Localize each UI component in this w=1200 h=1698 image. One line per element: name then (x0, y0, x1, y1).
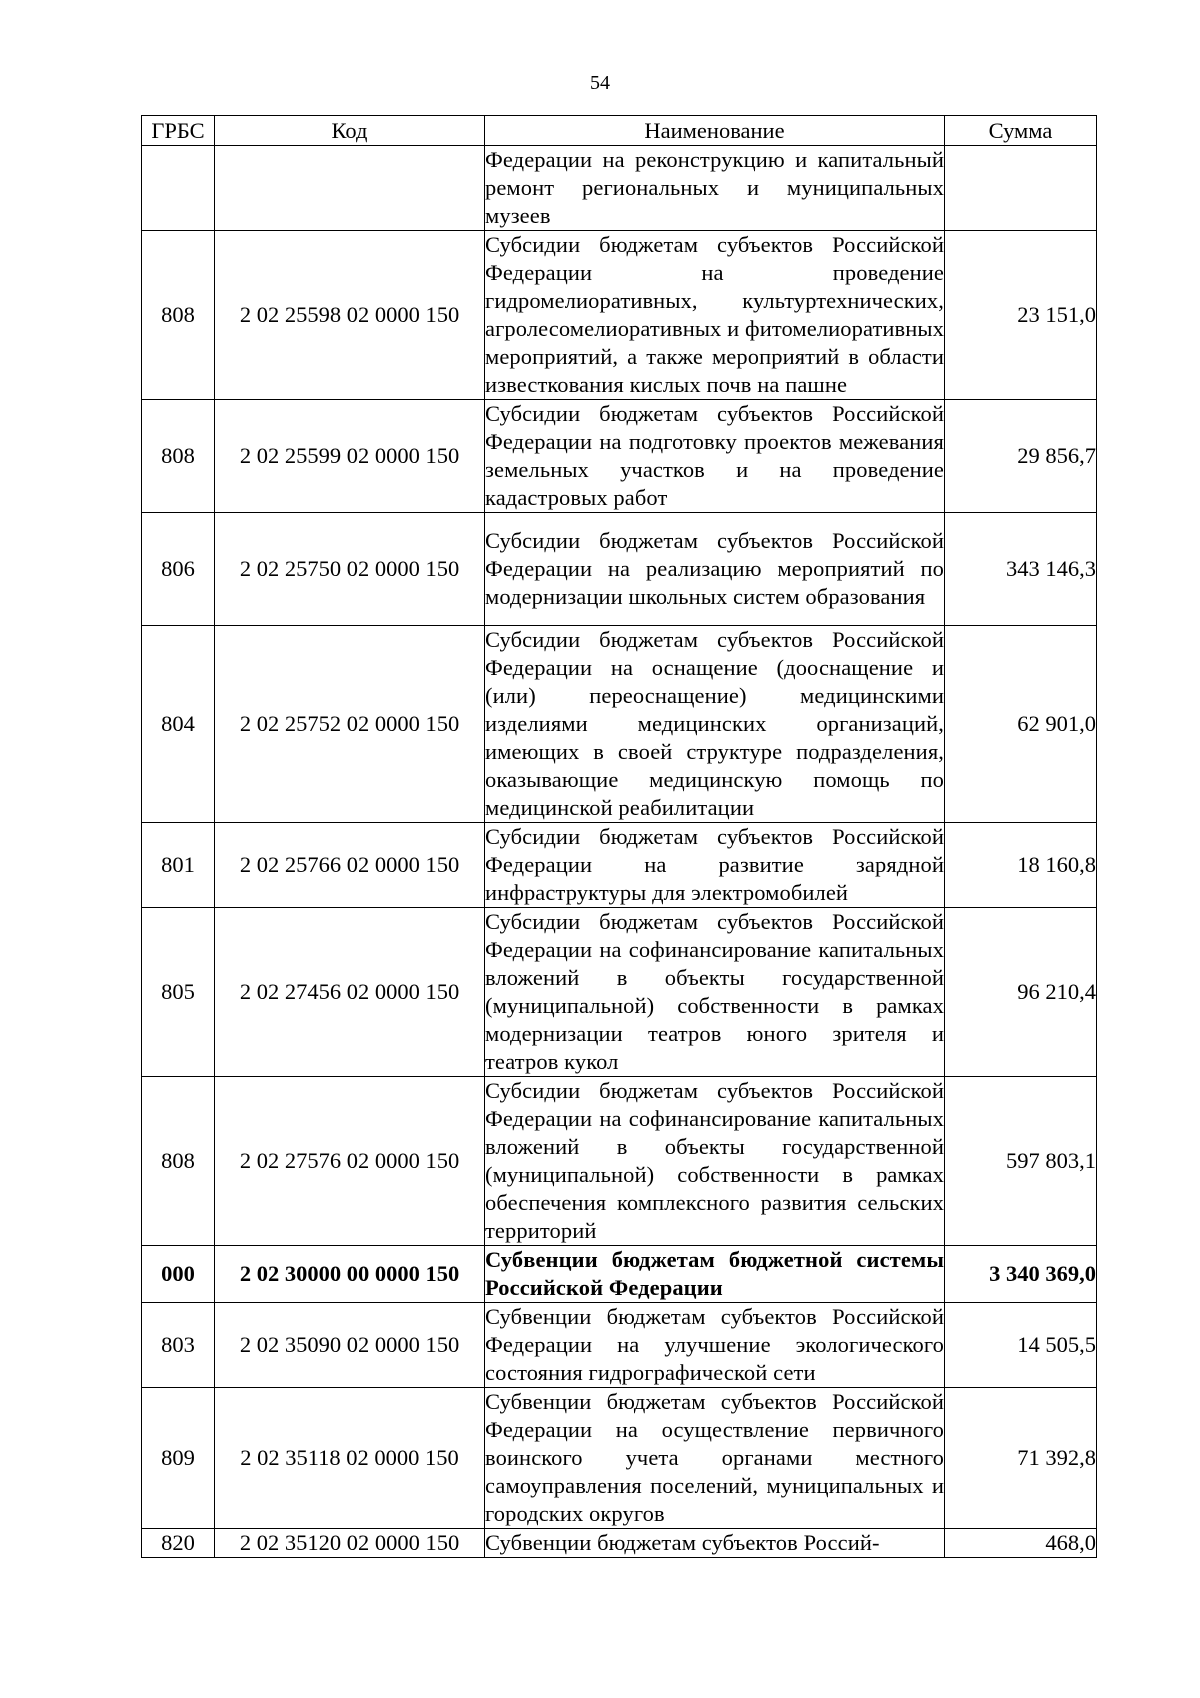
code-cell: 2 02 25750 02 0000 150 (215, 513, 485, 626)
header-name: Наименование (485, 116, 945, 146)
name-cell: Субсидии бюджетам субъектов Российской Федерации на софинансирование капитальных вложений в объекты государственной (муниципальной) собственности в рамках обеспечения комплексного развития сельских территорий (485, 1077, 945, 1246)
grbs-cell: 803 (142, 1303, 215, 1388)
code-cell (215, 146, 485, 231)
sum-cell: 18 160,8 (945, 823, 1097, 908)
table-row (142, 231, 1097, 400)
table-row (142, 400, 1097, 513)
name-cell: Субвенции бюджетам субъектов Российской Федерации на улучшение экологического состояния гидрографической сети (485, 1303, 945, 1388)
name-cell: Федерации на реконструкцию и капитальный ремонт региональных и муниципальных музеев (485, 146, 945, 231)
budget-revenue-table (141, 115, 1097, 1558)
grbs-cell: 801 (142, 823, 215, 908)
table-row (142, 626, 1097, 823)
code-cell: 2 02 30000 00 0000 150 (215, 1246, 485, 1303)
code-cell: 2 02 25598 02 0000 150 (215, 231, 485, 400)
sum-cell: 62 901,0 (945, 626, 1097, 823)
grbs-cell: 808 (142, 400, 215, 513)
sum-cell: 29 856,7 (945, 400, 1097, 513)
grbs-cell: 820 (142, 1529, 215, 1558)
table-row-total (142, 1246, 1097, 1303)
name-cell: Субсидии бюджетам субъектов Российской Федерации на оснащение (дооснащение и (или) переоснащение) медицинскими изделиями медицинских организаций, имеющих в своей структуре подразделения, оказывающие медицинскую помощь по медицинской реабилитации (485, 626, 945, 823)
sum-cell: 96 210,4 (945, 908, 1097, 1077)
grbs-cell: 808 (142, 231, 215, 400)
name-cell: Субвенции бюджетам субъектов Российской Федерации на осуществление первичного воинского учета органами местного самоуправления поселений, муниципальных и городских округов (485, 1388, 945, 1529)
name-cell: Субвенции бюджетам бюджетной системы Российской Федерации (485, 1246, 945, 1303)
sum-cell: 23 151,0 (945, 231, 1097, 400)
sum-cell: 14 505,5 (945, 1303, 1097, 1388)
code-cell: 2 02 25599 02 0000 150 (215, 400, 485, 513)
table-row (142, 823, 1097, 908)
page-number: 54 (590, 72, 610, 94)
sum-cell: 3 340 369,0 (945, 1246, 1097, 1303)
sum-cell: 343 146,3 (945, 513, 1097, 626)
name-cell: Субсидии бюджетам субъектов Российской Федерации на проведение гидромелиоративных, культуртехнических, агролесомелиоративных и фитомелиоративных мероприятий, а также мероприятий в области известкования кислых почв на пашне (485, 231, 945, 400)
grbs-cell: 805 (142, 908, 215, 1077)
table-row (142, 1529, 1097, 1558)
code-cell: 2 02 35120 02 0000 150 (215, 1529, 485, 1558)
grbs-cell (142, 146, 215, 231)
grbs-cell: 808 (142, 1077, 215, 1246)
code-cell: 2 02 35090 02 0000 150 (215, 1303, 485, 1388)
sum-cell (945, 146, 1097, 231)
sum-cell: 468,0 (945, 1529, 1097, 1558)
table-row (142, 908, 1097, 1077)
sum-cell: 597 803,1 (945, 1077, 1097, 1246)
code-cell: 2 02 35118 02 0000 150 (215, 1388, 485, 1529)
code-cell: 2 02 27456 02 0000 150 (215, 908, 485, 1077)
grbs-cell: 000 (142, 1246, 215, 1303)
name-cell: Субвенции бюджетам субъектов Россий- (485, 1529, 945, 1558)
sum-cell: 71 392,8 (945, 1388, 1097, 1529)
header-code: Код (215, 116, 485, 146)
name-cell: Субсидии бюджетам субъектов Российской Федерации на подготовку проектов межевания земельных участков и на проведение кадастровых работ (485, 400, 945, 513)
table-row (142, 1388, 1097, 1529)
table-header-row (142, 116, 1097, 146)
code-cell: 2 02 25752 02 0000 150 (215, 626, 485, 823)
code-cell: 2 02 25766 02 0000 150 (215, 823, 485, 908)
grbs-cell: 809 (142, 1388, 215, 1529)
table-row (142, 1077, 1097, 1246)
table-row (142, 513, 1097, 626)
name-cell: Субсидии бюджетам субъектов Российской Федерации на реализацию мероприятий по модернизации школьных систем образования (485, 513, 945, 626)
table-row (142, 146, 1097, 231)
header-grbs: ГРБС (142, 116, 215, 146)
grbs-cell: 806 (142, 513, 215, 626)
code-cell: 2 02 27576 02 0000 150 (215, 1077, 485, 1246)
name-cell: Субсидии бюджетам субъектов Российской Федерации на развитие зарядной инфраструктуры для электромобилей (485, 823, 945, 908)
header-sum: Сумма (945, 116, 1097, 146)
name-cell: Субсидии бюджетам субъектов Российской Федерации на софинансирование капитальных вложений в объекты государственной (муниципальной) собственности в рамках модернизации театров юного зрителя и театров кукол (485, 908, 945, 1077)
grbs-cell: 804 (142, 626, 215, 823)
table-row (142, 1303, 1097, 1388)
